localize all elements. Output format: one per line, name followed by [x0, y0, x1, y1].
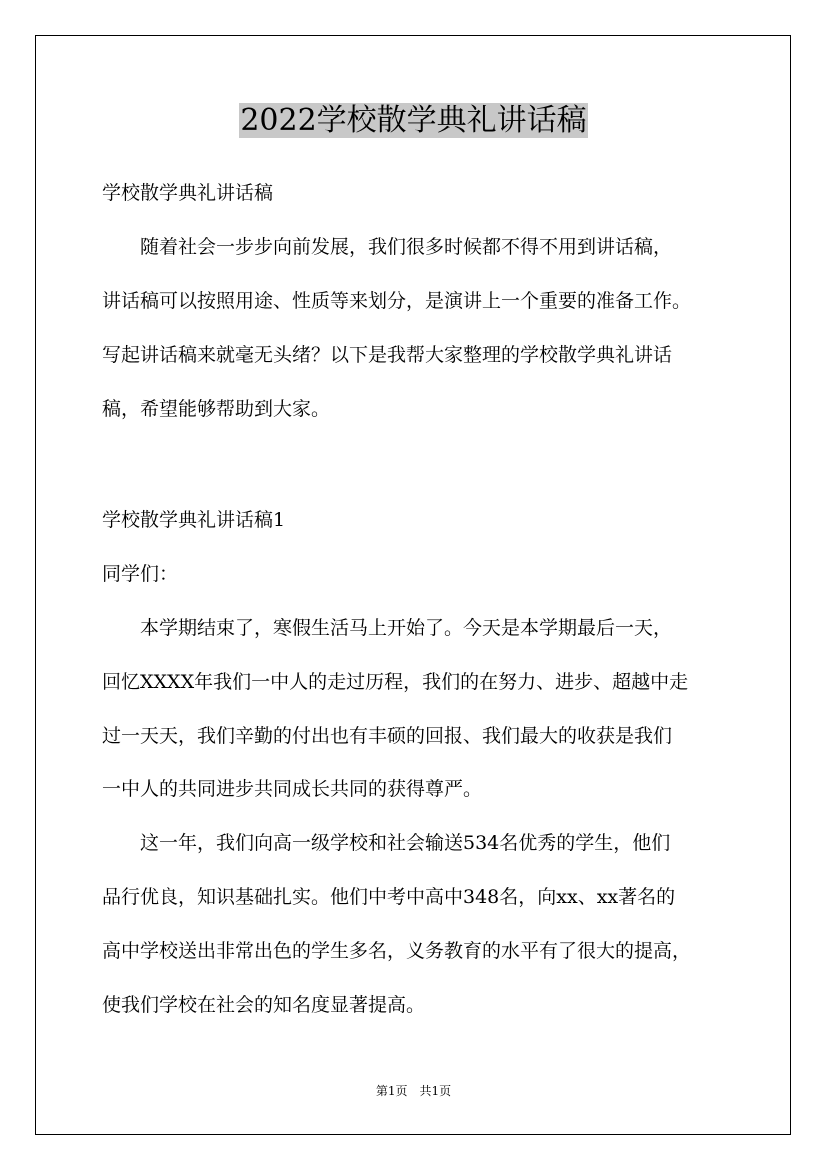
body-paragraph-line: 过一天天，我们辛勤的付出也有丰硕的回报、我们最大的收获是我们 — [102, 725, 673, 747]
intro-paragraph-line: 写起讲话稿来就毫无头绪？以下是我帮大家整理的学校散学典礼讲话 — [102, 344, 673, 366]
section-heading: 学校散学典礼讲话稿1 — [102, 509, 286, 531]
page-footer: 第1页 共1页 — [375, 1084, 452, 1098]
intro-paragraph-line: 随着社会一步步向前发展，我们很多时候都不得不用到讲话稿， — [102, 236, 673, 258]
body-paragraph-line: 本学期结束了，寒假生活马上开始了。今天是本学期最后一天， — [102, 617, 673, 639]
document-title-text: 2022学校散学典礼讲话稿 — [240, 103, 587, 138]
body-paragraph-line: 一中人的共同进步共同成长共同的获得尊严。 — [102, 778, 483, 800]
body-paragraph-line: 高中学校送出非常出色的学生多名，义务教育的水平有了很大的提高， — [102, 940, 692, 962]
body-paragraph-line: 使我们学校在社会的知名度显著提高。 — [102, 994, 426, 1016]
intro-paragraph-line: 讲话稿可以按照用途、性质等来划分，是演讲上一个重要的准备工作。 — [102, 290, 692, 312]
salutation: 同学们： — [102, 563, 179, 585]
intro-paragraph-line: 稿，希望能够帮助到大家。 — [102, 398, 331, 420]
body-paragraph-line: 回忆XXXX年我们一中人的走过历程，我们的在努力、进步、超越中走 — [102, 671, 689, 693]
body-paragraph-line: 品行优良，知识基础扎实。他们中考中高中348名，向xx、xx著名的 — [102, 886, 676, 908]
intro-heading: 学校散学典礼讲话稿 — [102, 182, 274, 204]
body-paragraph-line: 这一年，我们向高一级学校和社会输送534名优秀的学生，他们 — [102, 832, 671, 854]
document-title — [0, 101, 827, 141]
